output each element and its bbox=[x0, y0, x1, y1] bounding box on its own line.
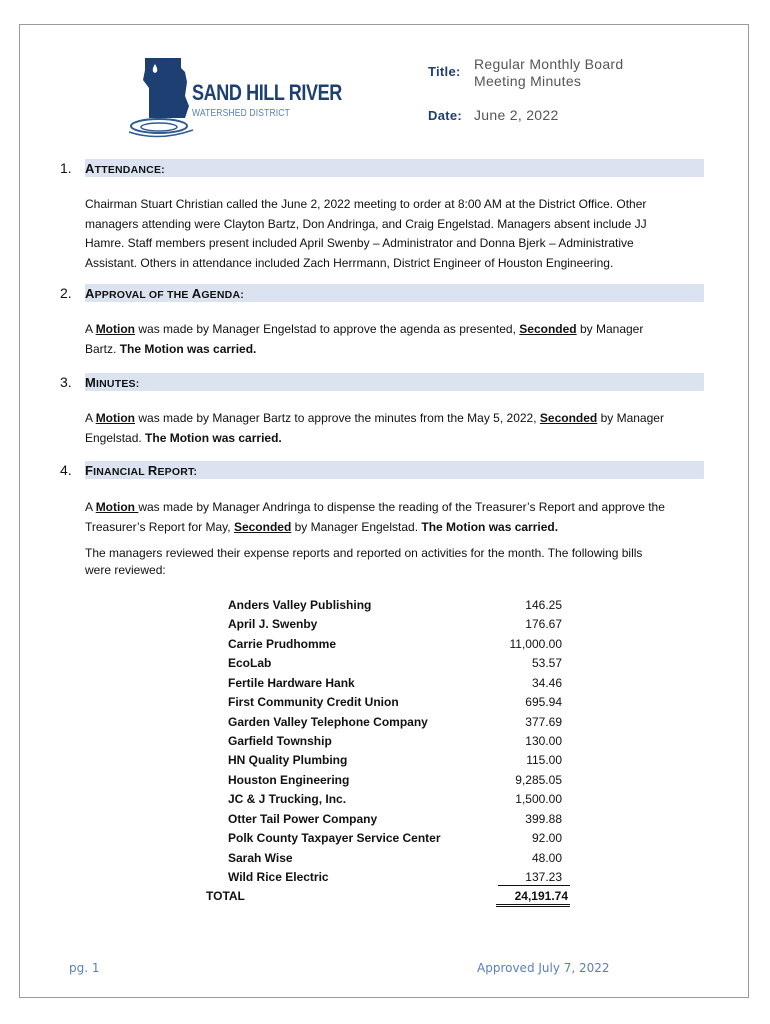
agenda-paragraph: A Motion was made by Manager Engelstad to approve the agenda as presented, Seconded by Manager Bartz. The Motion was carried. bbox=[85, 322, 644, 356]
section-number: 2. bbox=[60, 285, 72, 301]
title-value-line2: Meeting Minutes bbox=[474, 73, 582, 89]
bill-amount: 695.94 bbox=[525, 695, 562, 709]
bill-name: Garfield Township bbox=[228, 734, 332, 748]
minutes-paragraph: A Motion was made by Manager Bartz to approve the minutes from the May 5, 2022, Seconded by Manager Engelstad. The Motion was carried. bbox=[85, 411, 664, 445]
bill-amount: 115.00 bbox=[526, 753, 562, 767]
bill-amount: 399.88 bbox=[525, 812, 562, 826]
bill-name: HN Quality Plumbing bbox=[228, 753, 348, 767]
bill-name: April J. Swenby bbox=[228, 617, 318, 631]
bill-name: EcoLab bbox=[228, 656, 272, 670]
bill-name: Fertile Hardware Hank bbox=[228, 676, 355, 690]
total-amount: 24,191.74 bbox=[514, 889, 568, 903]
bills-intro-paragraph: The managers reviewed their expense reports and reported on activities for the month. The following bills were reviewed: bbox=[85, 546, 643, 577]
bill-amount: 377.69 bbox=[525, 715, 562, 729]
bill-name: First Community Credit Union bbox=[228, 695, 399, 709]
section-title-minutes: MINUTES: bbox=[85, 375, 140, 390]
bill-amount: 146.25 bbox=[525, 598, 562, 612]
section-title-attendance: ATTENDANCE: bbox=[85, 161, 165, 176]
bill-amount: 48.00 bbox=[531, 851, 562, 865]
bill-amount: 9,285.05 bbox=[515, 773, 562, 787]
section-number: 3. bbox=[60, 374, 72, 390]
bill-amount: 1,500.00 bbox=[515, 792, 562, 806]
section-bar bbox=[85, 159, 704, 177]
section-number: 1. bbox=[60, 160, 72, 176]
bill-name: Wild Rice Electric bbox=[228, 870, 329, 884]
total-rule-upper bbox=[496, 904, 570, 905]
bill-amount: 176.67 bbox=[525, 617, 562, 631]
bill-name: Otter Tail Power Company bbox=[228, 812, 378, 826]
logo-subtitle: WATERSHED DISTRICT bbox=[192, 108, 290, 119]
bill-name: Houston Engineering bbox=[228, 773, 350, 787]
bill-name: Garden Valley Telephone Company bbox=[228, 715, 428, 729]
bill-name: JC & J Trucking, Inc. bbox=[228, 792, 347, 806]
bill-amount: 130.00 bbox=[525, 734, 562, 748]
logo-name: SAND HILL RIVER bbox=[192, 80, 342, 105]
section-number: 4. bbox=[60, 462, 72, 478]
bill-amount: 92.00 bbox=[531, 831, 562, 845]
attendance-paragraph: Chairman Stuart Christian called the June 2, 2022 meeting to order at 8:00 AM at the District Office. Other managers attending were Clayton Bartz, Don Andringa, and Craig Engelstad. Managers absent include JJ Hamre. Staff members present included April Swenby – Administrator and Donna Bjerk – Administrative Assistant. Others in attendance included Zach Herrmann, District Engineer of Houston Engineering. bbox=[85, 197, 647, 270]
section-title-agenda: APPROVAL OF THE AGENDA: bbox=[85, 286, 244, 301]
bill-name: Sarah Wise bbox=[228, 851, 293, 865]
section-title-financial: FINANCIAL REPORT: bbox=[85, 463, 198, 478]
title-label: Title: bbox=[428, 64, 461, 79]
total-rule-lower bbox=[496, 906, 570, 907]
bill-name: Carrie Prudhomme bbox=[228, 637, 337, 651]
bill-amount: 11,000.00 bbox=[509, 637, 562, 651]
date-label: Date: bbox=[428, 108, 463, 123]
subtotal-rule bbox=[498, 885, 570, 886]
approval-note: Approved July 7, 2022 bbox=[477, 961, 610, 975]
bill-amount: 137.23 bbox=[525, 870, 562, 884]
bill-amount: 53.57 bbox=[531, 656, 562, 670]
title-value-line1: Regular Monthly Board bbox=[474, 56, 624, 72]
section-bar bbox=[85, 373, 704, 391]
bill-amount: 34.46 bbox=[531, 676, 562, 690]
bill-name: Polk County Taxpayer Service Center bbox=[228, 831, 441, 845]
total-label: TOTAL bbox=[206, 889, 245, 903]
date-value: June 2, 2022 bbox=[474, 107, 559, 123]
bill-name: Anders Valley Publishing bbox=[228, 598, 372, 612]
financial-paragraph: A Motion was made by Manager Andringa to dispense the reading of the Treasurer’s Report and approve the Treasurer’s Report for May, Seconded by Manager Engelstad. The Motion was carried. bbox=[85, 500, 665, 534]
page-number: pg. 1 bbox=[69, 961, 100, 975]
